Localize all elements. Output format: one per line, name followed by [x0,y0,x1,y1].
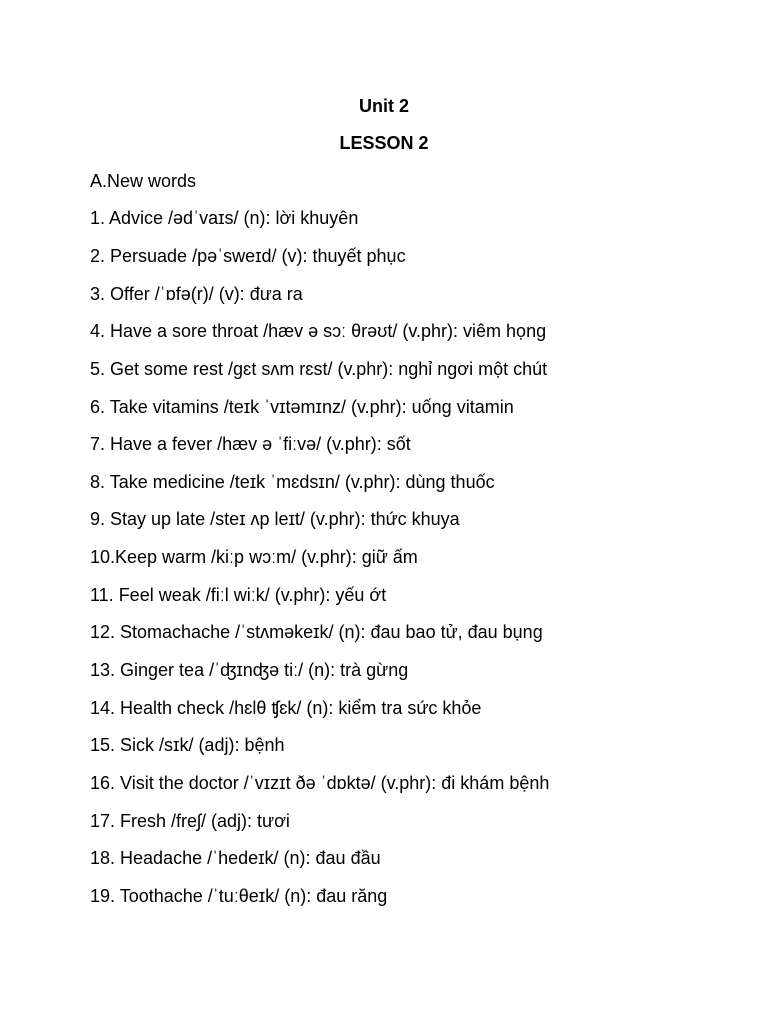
vocab-item-5: 5. Get some rest /gɛt sʌm rɛst/ (v.phr): nghỉ ngơi một chút [90,359,548,379]
vocab-item-6: 6. Take vitamins /teɪk ˈvɪtəmɪnz/ (v.phr): uống vitamin [90,397,514,417]
vocab-item-11: 11. Feel weak /fiːl wiːk/ (v.phr): yếu ớt [90,585,387,605]
vocab-item-8: 8. Take medicine /teɪk ˈmɛdsɪn/ (v.phr): dùng thuốc [90,472,495,492]
vocab-item-14: 14. Health check /hɛlθ ʧɛk/ (n): kiểm tra sức khỏe [90,698,482,718]
vocab-item-17: 17. Fresh /freʃ/ (adj): tươi [90,811,290,831]
vocab-item-4: 4. Have a sore throat /hæv ə sɔː θrəʊt/ (v.phr): viêm họng [90,321,547,341]
vocab-item-16: 16. Visit the doctor /ˈvɪzɪt ðə ˈdɒktə/ (v.phr): đi khám bệnh [90,773,550,793]
vocab-item-3: 3. Offer /ˈɒfə(r)/ (v): đưa ra [90,284,303,304]
lesson-title: LESSON 2 [339,133,429,153]
section-heading: A.New words [90,171,197,191]
vocab-item-19: 19. Toothache /ˈtuːθeɪk/ (n): đau răng [90,886,388,906]
vocab-item-9: 9. Stay up late /steɪ ʌp leɪt/ (v.phr): thức khuya [90,509,460,529]
vocab-item-2: 2. Persuade /pəˈsweɪd/ (v): thuyết phục [90,246,406,266]
vocab-item-7: 7. Have a fever /hæv ə ˈfiːvə/ (v.phr): sốt [90,434,411,454]
vocab-item-1: 1. Advice /ədˈvaɪs/ (n): lời khuyên [90,208,359,228]
vocab-item-18: 18. Headache /ˈhedeɪk/ (n): đau đầu [90,848,381,868]
vocab-item-10: 10.Keep warm /kiːp wɔːm/ (v.phr): giữ ấm [90,547,418,567]
vocab-item-12: 12. Stomachache /ˈstʌməkeɪk/ (n): đau bao tử, đau bụng [90,622,543,642]
vocab-item-13: 13. Ginger tea /ˈʤɪnʤə tiː/ (n): trà gừng [90,660,409,680]
unit-title: Unit 2 [358,96,409,116]
vocab-item-15: 15. Sick /sɪk/ (adj): bệnh [90,735,285,755]
